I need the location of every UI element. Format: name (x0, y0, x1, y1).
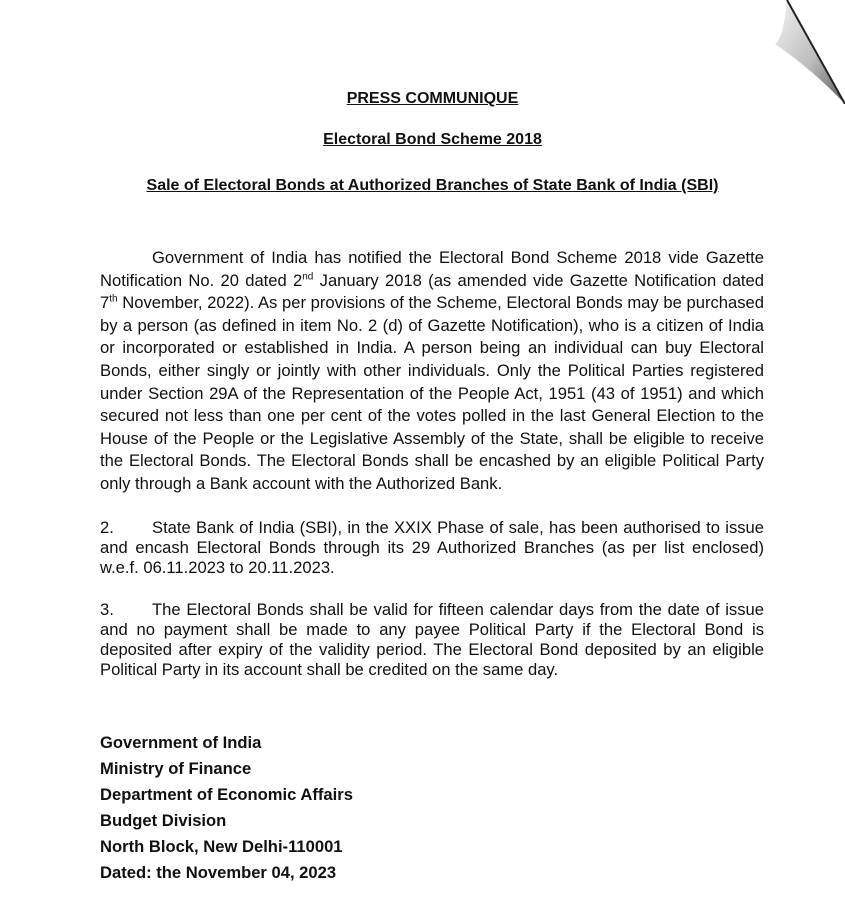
paragraph-2 (100, 518, 764, 578)
subject-line: Sale of Electoral Bonds at Authorized Branches of State Bank of India (SBI) (146, 177, 719, 194)
paragraph-3-text: The Electoral Bonds shall be valid for fifteen calendar days from the date of issue and no payment shall be made to any payee Political Party if the Electoral Bond is deposited after expiry of the validity period. The Electoral Bond deposited by an eligible Political Party in its account shall be credited on the same day. (100, 600, 764, 679)
signature-ministry: Ministry of Finance (100, 759, 252, 778)
signature-date: Dated: the November 04, 2023 (100, 863, 337, 882)
paragraph-2-text: State Bank of India (SBI), in the XXIX Phase of sale, has been authorised to issue and encash Electoral Bonds through its 29 Authorized Branches (as per list enclosed) w.e.f. 06.11.2023 to 20.11.2023. (100, 518, 764, 577)
signature-block (100, 730, 353, 886)
superscript-th: th (109, 293, 118, 305)
paragraph-3 (100, 600, 764, 680)
page-curl-icon (773, 0, 845, 104)
paragraph-1-intro: Government of India has notified the Electoral Bond Scheme 2018 vide Gazette Notification No. 20 dated 2 (100, 248, 764, 290)
scheme-name: Electoral Bond Scheme 2018 (323, 131, 542, 148)
superscript-nd: nd (302, 271, 314, 283)
paragraph-1 (100, 247, 764, 496)
paragraph-2-number: 2. (100, 518, 114, 537)
signature-government: Government of India (100, 733, 262, 752)
page-title: PRESS COMMUNIQUE (346, 90, 519, 107)
paragraph-1-rest: November, 2022). As per provisions of the Scheme, Electoral Bonds may be purchased by a person (as defined in item No. 2 (d) of Gazette Notification), who is a citizen of India or incorporated or established in India. A person being an individual can buy Electoral Bonds, either singly or jointly with other individuals. Only the Political Parties registered under Section 29A of the Representation of the People Act, 1951 (43 of 1951) and which secured not less than one per cent of the votes polled in the last General Election to the House of the People or the Legislative Assembly of the State, shall be eligible to receive the Electoral Bonds. The Electoral Bonds shall be encashed by an eligible Political Party only through a Bank account with the Authorized Bank. (100, 293, 764, 493)
paragraph-3-number: 3. (100, 600, 114, 619)
signature-department: Department of Economic Affairs (100, 785, 353, 804)
paragraph-1-mid: January 2018 (as amended vide Gazette Notification dated 7 (100, 270, 764, 313)
signature-division: Budget Division (100, 811, 227, 830)
signature-address: North Block, New Delhi-110001 (100, 837, 343, 856)
